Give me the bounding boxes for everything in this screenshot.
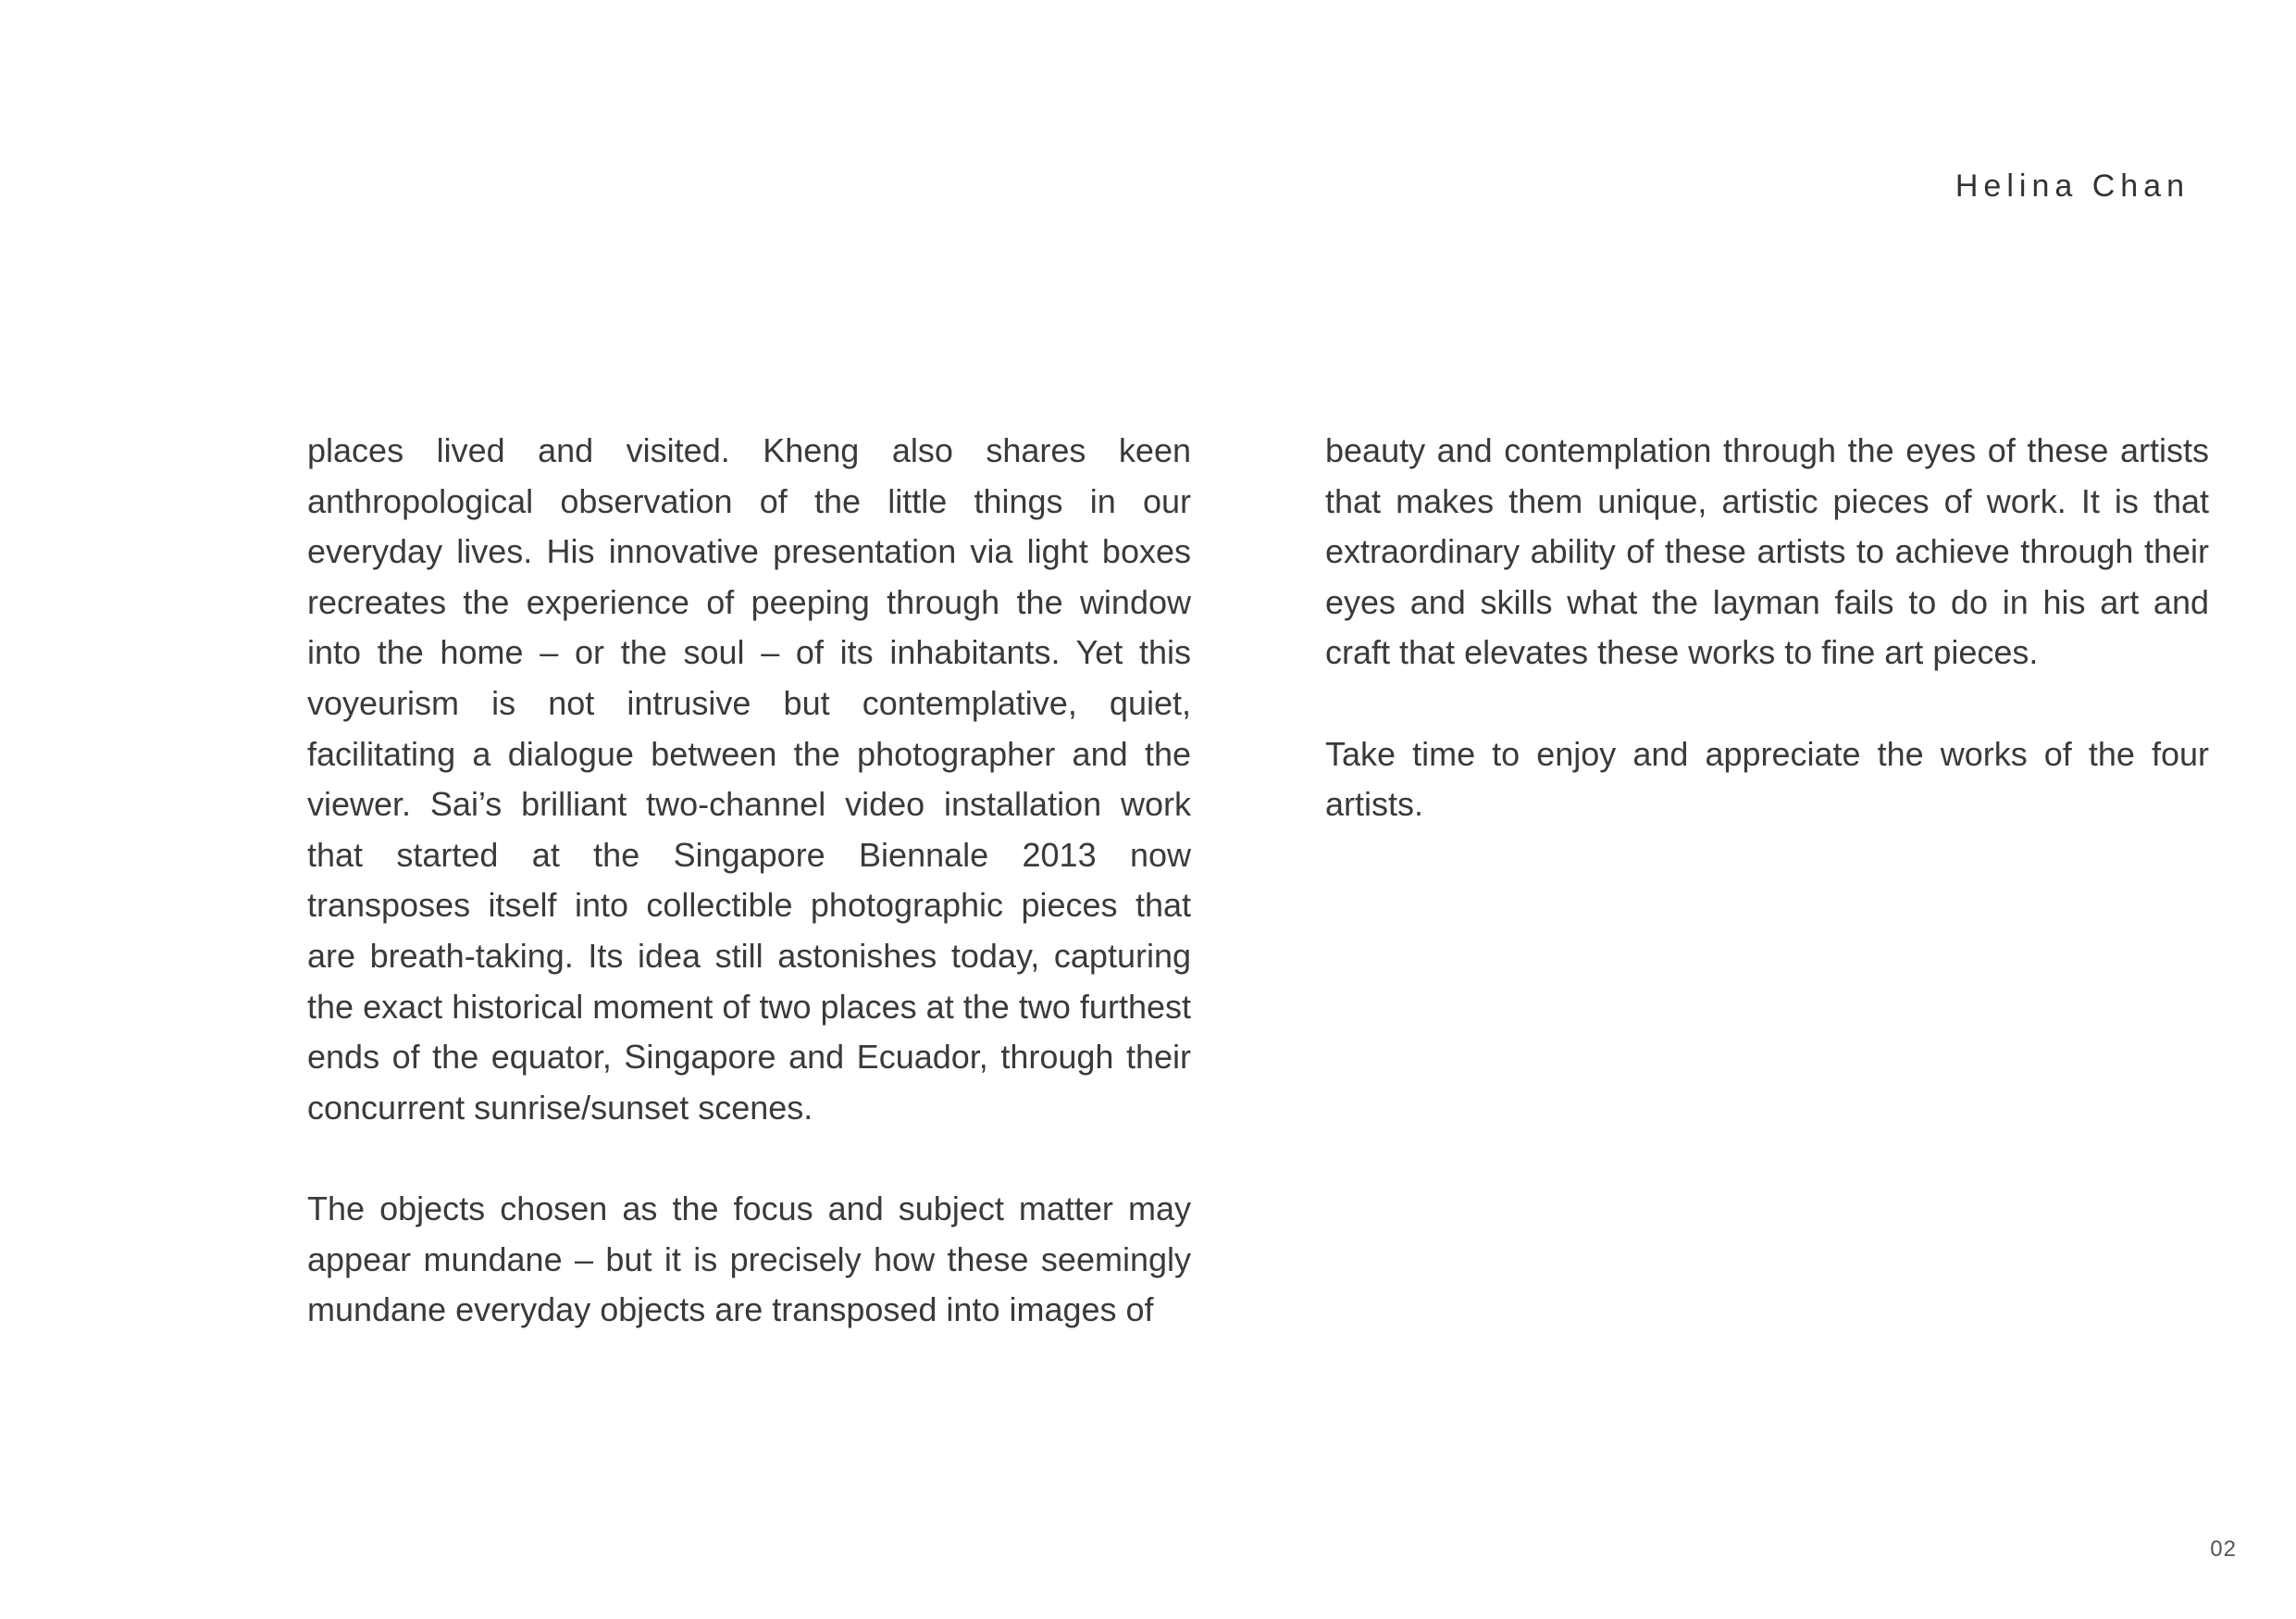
left-paragraph-2: The objects chosen as the focus and subject matter may appear mundane – but it is precisely how these seemingly mundane everyday objects are transposed into images of [307,1189,1191,1329]
left-paragraph-1: places lived and visited. Kheng also shares keen anthropological observation of the little things in our everyday lives. His innovative presentation via light boxes recreates the experience of peeping through the window into the home – or the soul – of its inhabitants. Yet this voyeurism is not intrusive but contemplative, quiet, facilitating a dialogue between the photographer and the viewer. Sai’s brilliant two-channel video installation work that started at the Singapore Biennale 2013 now transposes itself into collectible photographic pieces that are breath-taking. Its idea still astonishes today, capturing the exact historical moment of two places at the two furthest ends of the equator, Singapore and Ecuador, through their concurrent sunrise/sunset scenes. [307,431,1191,1127]
right-paragraph-1: beauty and contemplation through the eyes of these artists that makes them unique, artistic pieces of work. It is that extraordinary ability of these artists to achieve through their eyes and skills what the layman fails to do in his art and craft that elevates these works to fine art pieces. [1325,431,2209,672]
page-number: 02 [2210,1537,2237,1562]
author-name: Helina Chan [1955,168,2190,204]
right-paragraph-2: Take time to enjoy and appreciate the works of the four artists. [1325,734,2209,824]
left-text-column [307,426,1191,1336]
right-text-column [1325,426,2209,830]
